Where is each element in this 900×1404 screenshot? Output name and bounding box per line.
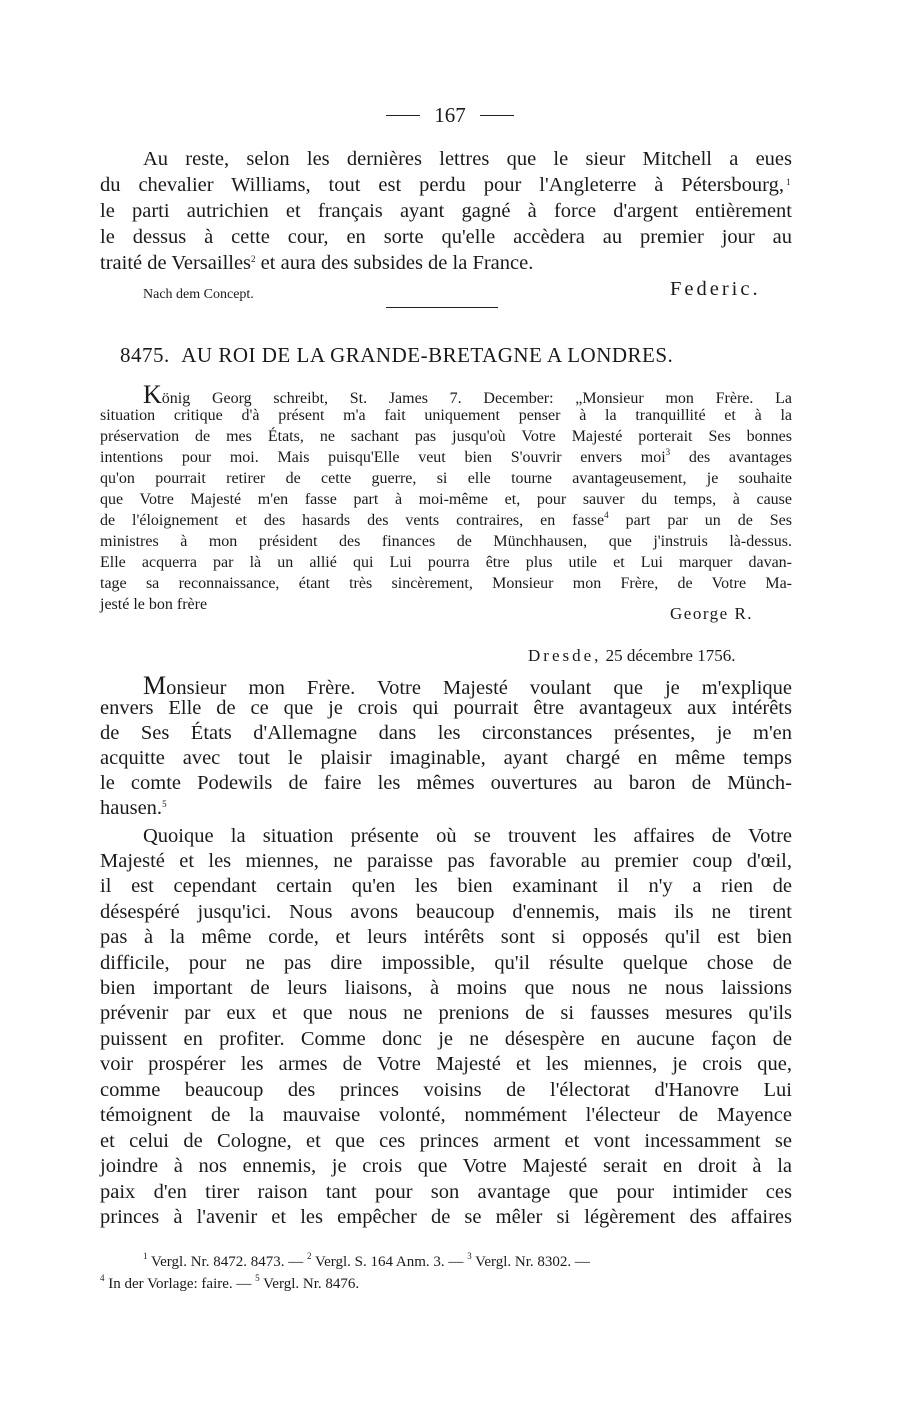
text-line: le parti autrichien et français ayant gagné à force d'argent entièrement [100, 200, 792, 222]
text-line: joindre à nos ennemis, je crois que Votre Majesté serait en droit à la [100, 1155, 792, 1177]
text-line: qu'on pourrait retirer de cette guerre, si elle tourne avantageusement, je souhaite [100, 470, 792, 487]
text-line: Au reste, selon les dernières lettres que le sieur Mitchell a eues [143, 148, 792, 170]
text-line: du chevalier Williams, tout est perdu pour l'Angleterre à Pétersbourg, [100, 174, 784, 196]
text-line: envers Elle de ce que je crois qui pourrait être avantageux aux intérêts [100, 697, 792, 719]
section-divider [386, 307, 498, 308]
section-title: AU ROI DE LA GRANDE-BRETAGNE A LONDRES. [181, 343, 674, 367]
text-line: le comte Podewils de faire les mêmes ouvertures au baron de Münch- [100, 772, 792, 794]
footnote-mark: 2 [251, 254, 256, 264]
text-line: préservation de mes États, ne sachant pas jusqu'où Votre Majesté porterait Ses bonnes [100, 428, 792, 445]
text-line: comme beaucoup des princes voisins de l'électorat d'Hanovre Lui [100, 1079, 792, 1101]
footnote-mark: 4 [604, 510, 609, 520]
text-line: désespéré jusqu'ici. Nous avons beaucoup d'ennemis, mais ils ne tirent [100, 901, 792, 923]
text-line: intentions pour moi. Mais puisqu'Elle veut bien S'ouvrir envers moi$^3$ des avantages [100, 447, 793, 466]
text-line: Quoique la situation présente où se trouvent les affaires de Votre [143, 825, 792, 847]
text-line: paix d'en tirer raison tant pour son avantage que pour intimider ces [100, 1181, 792, 1203]
text-line: il est cependant certain qu'en les bien examinant il n'y a rien de [100, 875, 792, 897]
text-line: bien important de leurs liaisons, à moins que nous ne nous laissions [100, 977, 792, 999]
text-line: difficile, pour ne pas dire impossible, qu'il résulte quelque chose de [100, 952, 792, 974]
drop-cap: K [143, 380, 162, 409]
text-line: de l'éloignement et des hasards des vents contraires, en fasse$^4$ part par un de Ses [100, 510, 793, 529]
section-number: 8475. [120, 343, 170, 367]
text-line: et celui de Cologne, et que ces princes arment et vont incessamment se [100, 1130, 792, 1152]
text-line: le dessus à cette cour, en sorte qu'elle accèdera au premier jour au [100, 226, 792, 248]
text-line: jesté le bon frère [100, 596, 208, 613]
page-number-header [0, 103, 900, 128]
source-note: Nach dem Concept. [143, 287, 254, 302]
text-line: Majesté et les miennes, ne paraisse pas favorable au premier coup d'œil, [100, 850, 792, 872]
book-page: 167 Au reste, selon les dernières lettres que le sieur Mitchell a eues du chevalier Williams, tout est perdu pour l'Angleterre à Pétersbourg, 1 le parti autrichien et français ayant gagné à force d'argent entièrement le dessus à cette cour, en sorte qu'elle accèdera au premier jour au traité de Versailles$^2$ et aura des subsides de la France. Nach dem Concept. Federic. 8475. AU ROI DE LA GRANDE-BRETAGNE A LONDRES. König Georg schreibt, St. James 7. December: „Monsieur mon Frère. La situation critique d'à présent m'a fait uniquement penser à la tranquillité et à la préservation de mes États, ne sachant pas jusqu'où Votre Majesté porterait Ses bonnes intentions pour moi. Mais puisqu'Elle veut bien S'ouvrir envers moi$^3$ des avantages qu'on pourrait retirer de cette guerre, si elle tourne avantageusement, je souhaite que Votre Majesté m'en fasse part à moi-même et, pour sauver du temps, à cause de l'éloignement et des hasards des vents contraires, en fasse$^4$ part par un de Ses ministres à mon président des finances de Münchhausen, que j'instruis là-dessus. Elle acquerra par là un allié qui Lui pourra être plus utile et Lui marquer davan- tage sa reconnaissance, étant très sincèrement, Monsieur mon Frère, de Votre Ma- jesté le bon frère George R. Dresde, 25 décembre 1756. Monsieur mon Frère. Votre Majesté voulant que je m'explique envers Elle de ce que je crois qui pourrait être avantageux aux intérêts de Ses États d'Allemagne dans les circonstances présentes, je m'en acquitte avec tout le plaisir imaginable, ayant chargé en même temps le comte Podewils de faire les mêmes ouvertures au baron de Münch- hausen.$^5$ Quoique la situation présente où se trouvent les affaires de Votre Majesté et les miennes, ne paraisse pas favorable au premier coup d'œil, il est cependant certain qu'en les bien examinant il n'y a rien de désespéré jusqu'ici. Nous avons beaucoup d'ennemis, mais ils ne tirent pas à la même corde, et leurs intérêts sont si opposés qu'il est bien difficile, pour ne pas dire impossible, qu'il résulte quelque chose de bien important de leurs liaisons, à moins que nous ne nous laissions prévenir par eux et que nous ne prenions de si fausses mesures qu'ils puissent en profiter. Comme donc je ne désespère en aucune façon de voir prospérer les armes de Votre Majesté et les miennes, je crois que, comme beaucoup des princes voisins de l'électorat d'Hanovre Lui témoignent de la mauvaise volonté, nommément l'électeur de Mayence et celui de Cologne, et que ces princes arment et vont incessamment se joindre à nos ennemis, je crois que Votre Majesté serait en droit à la paix d'en tirer raison tant pour son avantage que pour intimider ces princes à l'avenir et les empêcher de se mêler si légèrement des affaires $^1$ Vergl. Nr. 8472. 8473. — $^2$ Vergl. S. 164 Anm. 3. — $^3$ Vergl. Nr. 8302. — $^4$ In der Vorlage: faire. — $^5$ Vergl. Nr. 8476. [0, 0, 900, 1404]
footnote-line: $^4$ In der Vorlage: faire. — $^5$ Vergl. Nr. 8476. [100, 1273, 360, 1292]
text-line: acquitte avec tout le plaisir imaginable, ayant chargé en même temps [100, 747, 792, 769]
signature: Federic. [670, 278, 761, 300]
text-line: de Ses États d'Allemagne dans les circonstances présentes, je m'en [100, 722, 792, 744]
text-line: hausen.$^5$ [100, 797, 167, 819]
text-line: témoignent de la mauvaise volonté, nommément l'électeur de Mayence [100, 1104, 792, 1126]
text-line: Monsieur mon Frère. Votre Majesté voulant que je m'explique [143, 671, 792, 700]
signature: George R. [670, 604, 754, 623]
text-line: puissent en profiter. Comme donc je ne désespère en aucune façon de [100, 1028, 792, 1050]
text-line: König Georg schreibt, St. James 7. December: „Monsieur mon Frère. La [143, 380, 792, 409]
text-line: situation critique d'à présent m'a fait uniquement penser à la tranquillité et à la [100, 407, 792, 424]
page-number: 167 [434, 103, 466, 127]
text-line: prévenir par eux et que nous ne prenions de si fausses mesures qu'ils [100, 1002, 792, 1024]
text-line: traité de Versailles$^2$ et aura des subsides de la France. [100, 252, 534, 274]
footnote-line: $^1$ Vergl. Nr. 8472. 8473. — $^2$ Vergl. S. 164 Anm. 3. — $^3$ Vergl. Nr. 8302. — [143, 1251, 590, 1270]
text-line: que Votre Majesté m'en fasse part à moi-même et, pour sauver du temps, à cause [100, 491, 792, 508]
text-line: Elle acquerra par là un allié qui Lui pourra être plus utile et Lui marquer davan- [100, 554, 792, 571]
footnote-mark: 5 [162, 799, 167, 809]
text-line: ministres à mon président des finances de Münchhausen, que j'instruis là-dessus. [100, 533, 792, 550]
place-date: Dresde, 25 décembre 1756. [528, 646, 736, 665]
text-line: princes à l'avenir et les empêcher de se mêler si légèrement des affaires [100, 1206, 792, 1228]
text-line: tage sa reconnaissance, étant très sincèrement, Monsieur mon Frère, de Votre Ma- [100, 575, 792, 592]
footnote-mark: 3 [665, 447, 671, 457]
section-heading [120, 343, 673, 368]
text-line: voir prospérer les armes de Votre Majesté et les miennes, je crois que, [100, 1053, 792, 1075]
text-line: pas à la même corde, et leurs intérêts sont si opposés qu'il est bien [100, 926, 792, 948]
drop-cap: M [143, 671, 167, 700]
